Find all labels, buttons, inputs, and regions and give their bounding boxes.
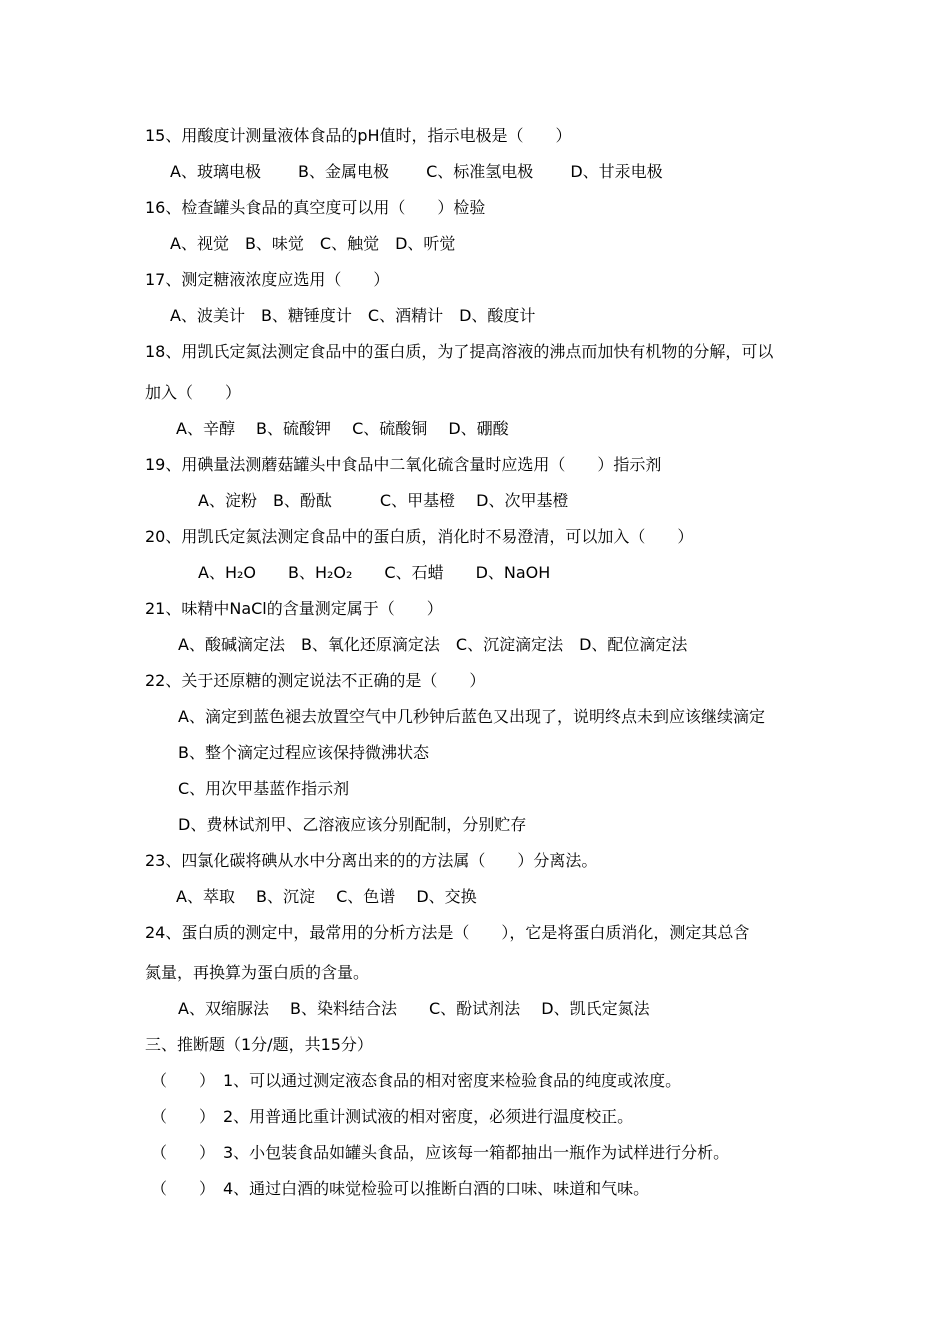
question-21: 21、味精中NaCl的含量测定属于（ ） bbox=[145, 599, 443, 618]
option-22-d: D、费林试剂甲、乙溶液应该分别配制，分别贮存 bbox=[178, 815, 527, 834]
question-20: 20、用凯氏定氮法测定食品中的蛋白质，消化时不易澄清，可以加入（ ） bbox=[145, 527, 694, 546]
question-22: 22、关于还原糖的测定说法不正确的是（ ） bbox=[145, 671, 486, 690]
option-22-b: B、整个滴定过程应该保持微沸状态 bbox=[178, 743, 429, 762]
judgment-1: （ ） 1、可以通过测定液态食品的相对密度来检验食品的纯度或浓度。 bbox=[151, 1071, 682, 1090]
options-15: A、玻璃电极 B、金属电极 C、标准氢电极 D、甘汞电极 bbox=[170, 162, 663, 181]
question-24: 24、蛋白质的测定中，最常用的分析方法是（ ），它是将蛋白质消化，测定其总含 bbox=[145, 923, 750, 942]
options-21: A、酸碱滴定法 B、氧化还原滴定法 C、沉淀滴定法 D、配位滴定法 bbox=[178, 635, 688, 654]
options-19: A、淀粉 B、酚酞 C、甲基橙 D、次甲基橙 bbox=[198, 491, 569, 510]
question-19: 19、用碘量法测蘑菇罐头中食品中二氧化硫含量时应选用（ ）指示剂 bbox=[145, 455, 662, 474]
question-15: 15、用酸度计测量液体食品的pH值时，指示电极是（ ） bbox=[145, 126, 572, 145]
question-17: 17、测定糖液浓度应选用（ ） bbox=[145, 270, 390, 289]
question-18: 18、用凯氏定氮法测定食品中的蛋白质，为了提高溶液的沸点而加快有机物的分解，可以 bbox=[145, 342, 774, 361]
section-heading: 三、推断题（1分/题，共15分） bbox=[145, 1035, 373, 1054]
options-18: A、辛醇 B、硫酸钾 C、硫酸铜 D、硼酸 bbox=[176, 419, 509, 438]
question-16: 16、检查罐头食品的真空度可以用（ ）检验 bbox=[145, 198, 486, 217]
options-16: A、视觉 B、味觉 C、触觉 D、听觉 bbox=[170, 234, 456, 253]
judgment-3: （ ） 3、小包装食品如罐头食品，应该每一箱都抽出一瓶作为试样进行分析。 bbox=[151, 1143, 730, 1162]
options-23: A、萃取 B、沉淀 C、色谱 D、交换 bbox=[176, 887, 477, 906]
question-18-cont: 加入（ ） bbox=[145, 383, 242, 402]
question-23: 23、四氯化碳将碘从水中分离出来的的方法属（ ）分离法。 bbox=[145, 851, 598, 870]
options-17: A、波美计 B、糖锤度计 C、酒精计 D、酸度计 bbox=[170, 306, 536, 325]
options-24: A、双缩脲法 B、染料结合法 C、酚试剂法 D、凯氏定氮法 bbox=[178, 999, 650, 1018]
question-24-cont: 氮量，再换算为蛋白质的含量。 bbox=[145, 963, 370, 982]
options-20: A、H₂O B、H₂O₂ C、石蜡 D、NaOH bbox=[198, 563, 551, 582]
option-22-c: C、用次甲基蓝作指示剂 bbox=[178, 779, 350, 798]
option-22-a: A、滴定到蓝色褪去放置空气中几秒钟后蓝色又出现了，说明终点未到应该继续滴定 bbox=[178, 707, 765, 726]
judgment-2: （ ） 2、用普通比重计测试液的相对密度，必须进行温度校正。 bbox=[151, 1107, 634, 1126]
judgment-4: （ ） 4、通过白酒的味觉检验可以推断白酒的口味、味道和气味。 bbox=[151, 1179, 650, 1198]
